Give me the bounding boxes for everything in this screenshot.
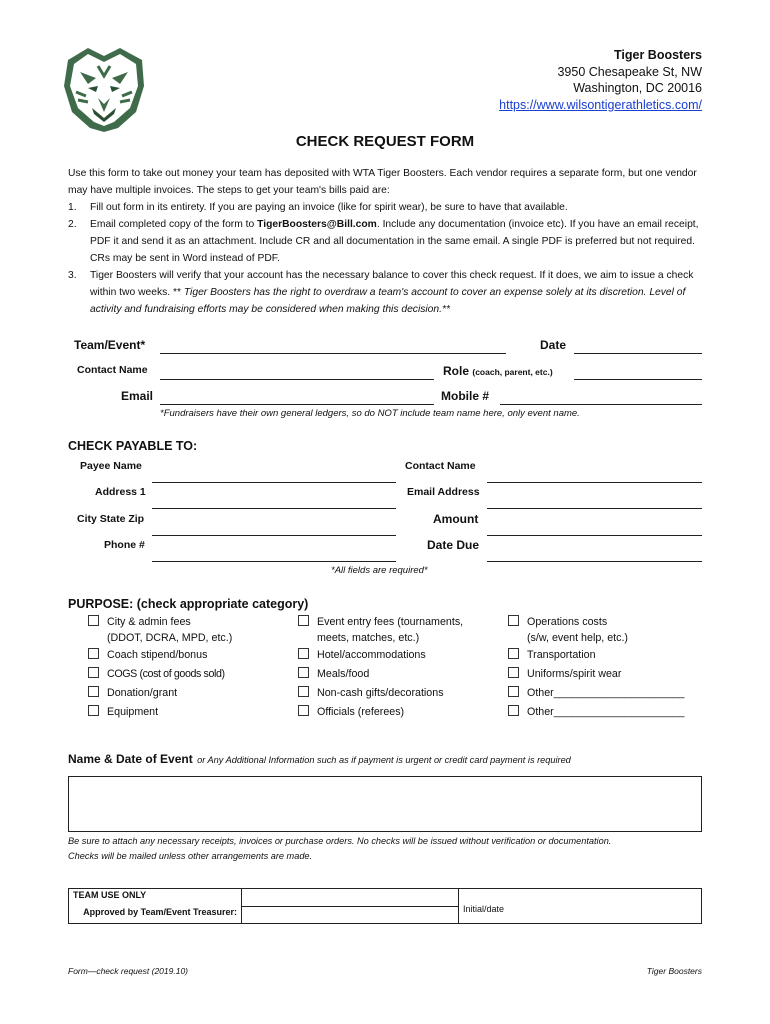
checkbox[interactable] — [88, 705, 99, 716]
city-state-zip-label: City State Zip — [77, 513, 145, 525]
purpose-option[interactable]: Uniforms/spirit wear — [508, 666, 685, 682]
check-payable-title: CHECK PAYABLE TO: — [68, 439, 198, 453]
purpose-column-1 — [88, 614, 232, 720]
phone-field[interactable] — [152, 561, 396, 562]
step-3: 3. Tiger Boosters will verify that your account has the necessary balance to cover this check request. If it does, we aim to issue a check within two weeks. ** Tiger Boosters has the right to overdraw a team's account to cover an expense solely at its discretion. Level of activity and fundraising efforts may be considered when making this decision.** — [68, 270, 694, 315]
role-label: Role (coach, parent, etc.) — [443, 364, 553, 378]
tiger-head-icon — [58, 42, 150, 134]
intro-paragraph: Use this form to take out money your team has deposited with WTA Tiger Boosters. Each vendor requires a separate form, but one vendor may have multiple invoices. The steps to get your team's bills paid are: — [68, 168, 697, 196]
amount-label: Amount — [433, 512, 479, 526]
city-state-zip-field[interactable] — [152, 535, 396, 536]
team-use-heading: TEAM USE ONLY — [69, 889, 242, 907]
purpose-column-2 — [298, 614, 463, 720]
address-line-2: Washington, DC 20016 — [573, 81, 702, 95]
org-name: Tiger Boosters — [614, 48, 702, 62]
payee-contact-name-field[interactable] — [487, 482, 702, 483]
purpose-option[interactable]: City & admin fees — [88, 614, 232, 630]
date-field[interactable] — [574, 353, 702, 354]
purpose-option[interactable]: Officials (referees) — [298, 704, 463, 720]
purpose-option[interactable]: Coach stipend/bonus — [88, 647, 232, 663]
initial-date-cell[interactable]: Initial/date — [459, 889, 702, 924]
checkbox[interactable] — [298, 686, 309, 697]
email-address-label: Email Address — [407, 486, 480, 498]
address-line-1: 3950 Chesapeake St, NW — [557, 64, 702, 79]
purpose-option-sub: (DDOT, DCRA, MPD, etc.) — [107, 632, 233, 644]
contact-name-field[interactable] — [160, 379, 434, 380]
team-use-table — [68, 888, 702, 924]
contact-name-label: Contact Name — [77, 364, 148, 376]
address1-label: Address 1 — [95, 486, 146, 498]
checkbox[interactable] — [88, 667, 99, 678]
team-event-label: Team/Event* — [74, 338, 146, 352]
checkbox[interactable] — [508, 686, 519, 697]
approved-by-label: Approved by Team/Event Treasurer: — [69, 906, 242, 924]
purpose-option[interactable]: Hotel/accommodations — [298, 647, 463, 663]
fundraiser-note: *Fundraisers have their own general ledgers, so do NOT include team name here, only event name. — [160, 408, 580, 419]
address1-field[interactable] — [152, 508, 396, 509]
event-info-label: Name & Date of Event or Any Additional Information such as if payment is urgent or credit card payment is required — [68, 752, 571, 766]
purpose-option-other[interactable]: Other______________________ — [508, 685, 685, 701]
step-2: 2. Email completed copy of the form to TigerBoosters@Bill.com. Include any documentation (invoice etc). If you have an email receipt, PDF it and send it as an attachment. Include CR and all documentation in the same email. A single PDF is preferred but not required. CRs may be sent in Word instead of PDF. — [68, 219, 699, 264]
payee-name-label: Payee Name — [80, 460, 142, 472]
step-1: 1. Fill out form in its entirety. If you are paying an invoice (like for spirit wear), be sure to have that available. — [68, 202, 568, 213]
checkbox[interactable] — [508, 615, 519, 626]
purpose-option-sub: meets, matches, etc.) — [317, 632, 420, 644]
date-due-label: Date Due — [427, 538, 480, 552]
purpose-option[interactable]: Event entry fees (tournaments, — [298, 614, 463, 630]
date-label: Date — [540, 338, 567, 352]
purpose-option[interactable]: Operations costs — [508, 614, 685, 630]
mobile-label: Mobile # — [441, 389, 490, 403]
email-field[interactable] — [160, 404, 434, 405]
approved-by-field[interactable] — [242, 906, 459, 924]
purpose-option[interactable]: Transportation — [508, 647, 685, 663]
mobile-field[interactable] — [500, 404, 702, 405]
purpose-option[interactable]: Donation/grant — [88, 685, 232, 701]
checkbox[interactable] — [298, 705, 309, 716]
role-hint: (coach, parent, etc.) — [472, 367, 553, 377]
checkbox[interactable] — [298, 615, 309, 626]
bill-email: TigerBoosters@Bill.com — [257, 219, 377, 230]
checkbox[interactable] — [508, 705, 519, 716]
event-info-textarea[interactable] — [68, 776, 702, 832]
purpose-column-3 — [508, 614, 685, 720]
checkbox[interactable] — [88, 615, 99, 626]
required-note: *All fields are required* — [331, 565, 428, 576]
mail-note: Checks will be mailed unless other arrangements are made. — [68, 851, 313, 861]
purpose-option[interactable]: Non-cash gifts/decorations — [298, 685, 463, 701]
payee-contact-name-label: Contact Name — [405, 460, 476, 472]
checkbox[interactable] — [88, 648, 99, 659]
tiger-logo — [58, 42, 150, 134]
purpose-option-other[interactable]: Other______________________ — [508, 704, 685, 720]
email-address-field[interactable] — [487, 508, 702, 509]
org-header — [499, 47, 702, 113]
checkbox[interactable] — [298, 648, 309, 659]
email-label: Email — [121, 389, 154, 403]
checkbox[interactable] — [298, 667, 309, 678]
receipts-note: Be sure to attach any necessary receipts, invoices or purchase orders. No checks will be issued without verification or documentation. — [68, 836, 612, 846]
form-title: CHECK REQUEST FORM — [295, 133, 475, 150]
website-link[interactable]: https://www.wilsontigerathletics.com/ — [499, 97, 702, 112]
footer-form-id: Form—check request (2019.10) — [68, 966, 188, 976]
role-field[interactable] — [574, 379, 702, 380]
phone-label: Phone # — [104, 539, 145, 551]
checkbox[interactable] — [508, 648, 519, 659]
purpose-option[interactable]: Meals/food — [298, 666, 463, 682]
purpose-option[interactable]: Equipment — [88, 704, 232, 720]
footer-org: Tiger Boosters — [646, 966, 702, 976]
purpose-option[interactable]: COGS (cost of goods sold) — [88, 666, 232, 682]
checkbox[interactable] — [508, 667, 519, 678]
checkbox[interactable] — [88, 686, 99, 697]
purpose-option-sub: (s/w, event help, etc.) — [527, 632, 628, 644]
instructions — [68, 165, 708, 318]
date-due-field[interactable] — [487, 561, 702, 562]
team-event-field[interactable] — [160, 353, 506, 354]
payee-name-field[interactable] — [152, 482, 396, 483]
amount-field[interactable] — [487, 535, 702, 536]
purpose-title: PURPOSE: (check appropriate category) — [68, 597, 309, 611]
